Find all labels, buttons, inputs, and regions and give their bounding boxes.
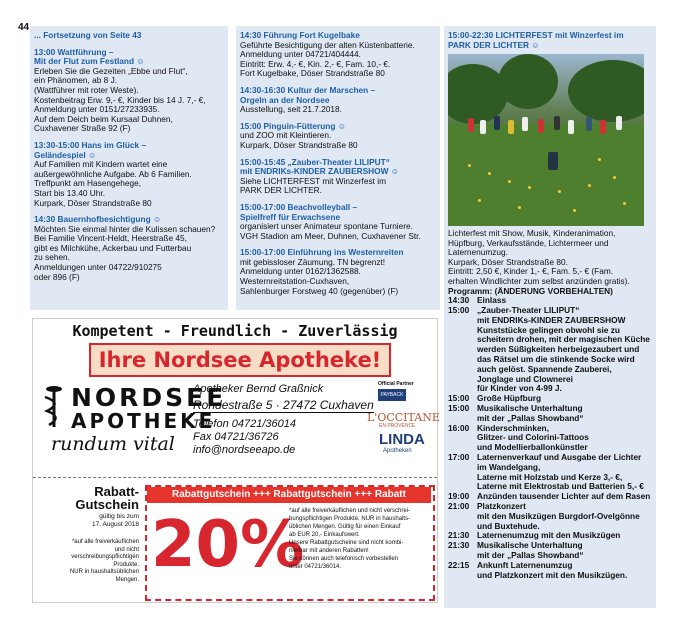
ad-headline: Ihre Nordsee Apotheke! — [98, 348, 382, 372]
event-text: Anmeldungen unter 04722/910275 — [34, 262, 162, 273]
event-text: Siehe LICHTERFEST mit Winzerfest im — [240, 175, 386, 186]
loccitane-logo: L'OCCITANE — [367, 411, 440, 424]
program-desc: Platzkonzert mit den Musikzügen Burgdorf-Ovelgönne und Buxtehude. — [477, 500, 640, 531]
pharmacy-email[interactable]: info@nordseeapo.de — [193, 444, 296, 456]
events-column-1 — [34, 31, 226, 289]
lichterfest-text: Lichterfest mit Show, Musik, Kinderanimation, — [448, 228, 616, 238]
program-row — [448, 561, 654, 581]
brand-nordsee: NORDSEE — [71, 383, 227, 412]
program-time: 15:00 — [448, 393, 470, 404]
program-desc: Große Hüpfburg — [477, 393, 542, 404]
brand-tagline: rundum vital — [51, 433, 175, 455]
event-title: 13:00 Wattführung – Mit der Flut zum Festland ☺ — [34, 46, 145, 67]
partner-label: Official Partner — [378, 381, 414, 387]
col2-event — [240, 248, 438, 296]
linda-sub: Apotheken — [383, 448, 412, 454]
col1-event — [34, 141, 226, 208]
pharmacy-advert — [32, 318, 438, 603]
coupon-divider — [33, 477, 437, 478]
event-title: 13:30-15:00 Hans im Glück – Geländespiel ☺ — [34, 139, 147, 160]
program-desc: Musikalische Unterhaltung mit der „Pallas Showband“ — [477, 402, 584, 423]
lichterfest-heading — [448, 31, 652, 50]
linda-logo: LINDA — [379, 431, 425, 448]
program-time: 21:30 — [448, 530, 470, 541]
program-label: Programm: (ÄNDERUNG VORBEHALTEN) — [448, 285, 613, 296]
event-text: organisiert unser Animateur spontane Turniere. — [240, 221, 413, 232]
event-text: (Wattführer mit roter Weste). — [34, 84, 139, 95]
coupon-banner: Rabattgutschein +++ Rabattgutschein +++ Rabatt — [147, 487, 431, 503]
program-desc: Anzünden tausender Lichter auf dem Rasen — [477, 491, 651, 502]
event-text: Ausstellung, seit 21.7.2018. — [240, 104, 342, 115]
event-text: außergewöhnliche Aufgabe. Ab 6 Familien. — [34, 168, 192, 179]
event-text: Anmeldung unter 0151/27233935. — [34, 104, 160, 115]
program-row — [448, 541, 654, 561]
coupon-terms: *auf alle freiverkäuflichen und nicht verschrei- bungspflichtigen Produkte. NUR in haushalts- üblichen Mengen. Gültig für einen Einkauf ab EUR 20,- Einkaufswert. Unsere Rabattgutscheine sind nicht kombi- nierbar mit anderen Rabatten! Sie können auch telefonisch vorbestellen unter 04721/36014. — [289, 508, 411, 570]
event-title: 15:00-17:00 Einführung ins Westernreiten — [240, 247, 404, 258]
event-text: Kostenbeitrag Erw. 9,- €, Kinder bis 14 J. 7,- €, — [34, 94, 206, 105]
pharmacist-name: Apotheker Bernd Graßnick — [193, 383, 324, 395]
lichterfest-body — [448, 229, 654, 296]
program-desc: Einlass — [477, 295, 507, 306]
coupon-valid: gültig bis zum 17. August 2018 — [92, 513, 139, 528]
event-text: Eintritt: Erw. 4,- €, Kin. 2,- €, Fam. 10,- €. — [240, 58, 391, 69]
event-text: Geführte Besichtigung der alten Küstenbatterie. — [240, 39, 415, 50]
event-text: Anmeldung unter 0162/1362588. — [240, 266, 361, 277]
program-row — [448, 502, 654, 531]
lichterfest-text: Laternenumzug. — [448, 247, 508, 258]
col2-event — [240, 158, 438, 196]
events-column-2 — [240, 31, 438, 303]
ad-slogan: Kompetent - Freundlich - Zuverlässig — [72, 322, 398, 340]
event-text: Anmeldung unter 04721/404444. — [240, 49, 361, 60]
program-desc: Laternenverkauf und Ausgabe der Lichter im Wandelgang, Laterne mit Holzstab und Kerze 3,- €, Laterne mit Elektrostab und Batterien 5,- € — [477, 451, 644, 492]
col1-event — [34, 31, 226, 41]
event-text: Bei Familie Vincent-Heldt, Heerstraße 45, — [34, 233, 187, 244]
coupon-percent: 20% — [151, 508, 305, 582]
program-desc: Laternenumzug mit den Musikzügen — [477, 530, 621, 541]
program-time: 21:30 — [448, 540, 470, 551]
program-time: 22:15 — [448, 559, 470, 570]
program-list — [448, 296, 654, 580]
event-text: gibt es Milchkühe, Ackerbau und Futterbau — [34, 242, 192, 253]
brand-apotheke: APOTHEKE — [71, 409, 216, 433]
event-text: oder 896 (F) — [34, 271, 80, 282]
program-time: 17:00 — [448, 451, 470, 462]
coupon-title: Rabatt- Gutschein — [75, 484, 139, 512]
event-text: und ZOO mit Kleintieren. — [240, 130, 332, 141]
program-time: 14:30 — [448, 295, 470, 306]
event-text: Fort Kugelbake, Döser Strandstraße 80 — [240, 68, 385, 79]
lichterfest-text: Eintritt: 2,50 €, Kinder 1,- €, Fam. 5,- € (Fam. — [448, 266, 614, 277]
program-time: 21:00 — [448, 500, 470, 511]
program-row — [448, 453, 654, 492]
event-text: zu sehen. — [34, 252, 70, 263]
event-text: Erleben Sie die Gezeiten „Ebbe und Flut“, — [34, 65, 188, 76]
event-text: Auf Familien mit Kindern wartet eine — [34, 159, 168, 170]
event-text: Sahlenburger Forstweg 40 (gegenüber) (F) — [240, 285, 399, 296]
program-row — [448, 404, 654, 424]
coupon-fineprint-left: *auf alle freiverkäuflichen und nicht verschreibungspflichtigen Produkte. NUR in haushaltsüblichen Mengen. — [69, 539, 139, 583]
program-row — [448, 424, 654, 453]
event-text: Treffpunkt am Hasengehege, — [34, 178, 142, 189]
event-title: 15:00-15:45 „Zauber-Theater LILIPUT“ mit ENDRIKs-KINDER ZAUBERSHOW ☺ — [240, 156, 400, 177]
event-text: Start bis 13.40 Uhr. — [34, 187, 106, 198]
event-title: 15:00 Pinguin-Fütterung ☺ — [240, 120, 347, 131]
lichterfest-text: erhalten Windlichter zum selbst anzünden gratis). — [448, 275, 630, 286]
event-text: Westernreitstation-Cuxhaven, — [240, 276, 350, 287]
loccitane-sub: EN PROVENCE — [379, 423, 416, 429]
col1-event — [34, 215, 226, 282]
event-text: Auf dem Deich beim Kursaal Duhnen, — [34, 113, 173, 124]
caduceus-icon — [39, 383, 69, 429]
event-title: 14:30 Bauernhofbesichtigung ☺ — [34, 214, 162, 225]
event-text: Kurpark, Döser Strandstraße 80 — [240, 139, 358, 150]
program-desc: „Zauber-Theater LILIPUT“ mit ENDRIKs-KINDER ZAUBERSHOW Kunststücke gelingen obwohl sie zu scheitern drohen, mit der magischen Küche werden Süßigkeiten herbeigezaubert und das Rätsel um die stinkende Socke wird auch gelöst. Spannende Zauberei, Jonglage und Clownerei für Kinder von 4-99 J. — [477, 304, 650, 394]
event-text: mit gebissloser Zäumung. TN begrenzt! — [240, 256, 386, 267]
event-title: 15:00-17:00 Beachvolleyball – Spielfreff für Erwachsene — [240, 201, 358, 222]
program-desc: Musikalische Unterhaltung mit der „Pallas Showband“ — [477, 540, 584, 560]
event-text: Kurpark, Döser Strandstraße 80 — [34, 197, 152, 208]
program-time: 15:00 — [448, 304, 470, 315]
program-time: 15:00 — [448, 402, 470, 413]
ad-headline-box — [89, 343, 391, 377]
lichterfest-title: 15:00-22:30 LICHTERFEST mit Winzerfest im PARK DER LICHTER ☺ — [448, 30, 624, 50]
col2-event — [240, 31, 438, 79]
pharmacy-address: Rohdestraße 5 · 27472 Cuxhaven — [193, 398, 374, 412]
pharmacy-phone: Telefon 04721/36014 — [193, 418, 296, 430]
event-text: Cuxhavener Straße 92 (F) — [34, 123, 131, 134]
program-row — [448, 306, 654, 394]
event-text: VGH Stadion am Meer, Duhnen, Cuxhavener Str. — [240, 230, 421, 241]
lichterfest-text: Kurpark, Döser Strandstraße 80. — [448, 256, 568, 267]
event-title: 14:30 Führung Fort Kugelbake — [240, 30, 360, 40]
event-title: ... Fortsetzung von Seite 43 — [34, 30, 142, 40]
col2-event — [240, 86, 438, 115]
program-desc: Kinderschminken, Glitzer- und Colorini-Tattoos und Modellierballonkünstler — [477, 422, 589, 453]
event-text: Möchten Sie einmal hinter die Kulissen schauen? — [34, 223, 216, 234]
program-time: 19:00 — [448, 491, 470, 502]
event-title: 14:30-16:30 Kultur der Marschen – Orgeln an der Nordsee — [240, 84, 376, 105]
program-time: 16:00 — [448, 422, 470, 433]
payback-logo: PAYBACK — [378, 389, 406, 401]
program-desc: Ankunft Laternenumzug und Platzkonzert mit den Musikzügen. — [477, 559, 628, 580]
event-text: PARK DER LICHTER. — [240, 185, 322, 196]
col2-event — [240, 122, 438, 151]
event-photo — [448, 54, 644, 226]
event-text: ein Phänomen, ab 8 J. — [34, 75, 118, 86]
col1-event — [34, 48, 226, 134]
page-number: 44 — [18, 22, 30, 33]
lichterfest-text: Hüpfburg, Verkaufsstände, Lichtermeer und — [448, 237, 609, 248]
pharmacy-fax: Fax 04721/36726 — [193, 431, 279, 443]
col2-event — [240, 203, 438, 241]
